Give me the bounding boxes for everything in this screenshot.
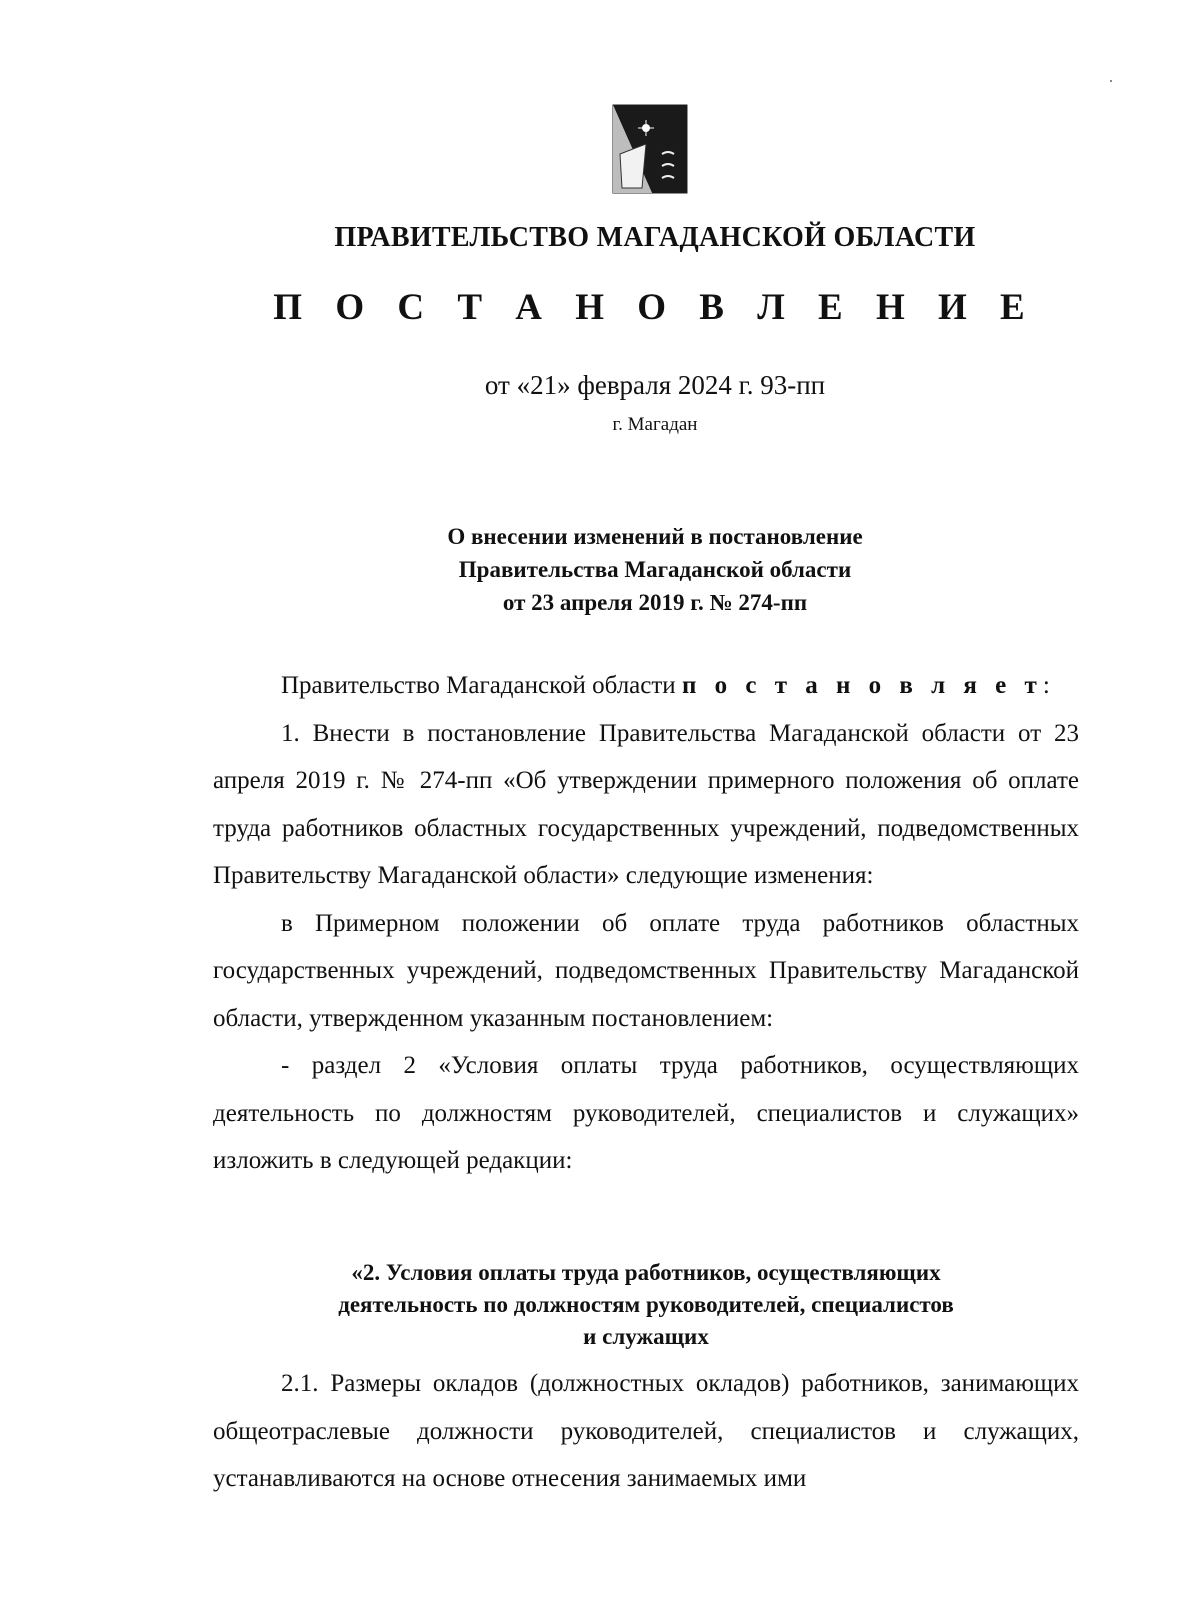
- paragraph-3: - раздел 2 «Условия оплаты труда работников, осуществляющих деятельность по должностям руководителей, специалистов и служащих» изложить в следующей редакции:: [213, 1052, 1079, 1174]
- paragraph-4: 2.1. Размеры окладов (должностных окладов) работников, занимающих общеотраслевые должности руководителей, специалистов и служащих, устанавливаются на основе отнесения занимаемых ими: [213, 1370, 1079, 1492]
- preamble: [213, 662, 1079, 710]
- paragraph-1: 1. Внести в постановление Правительства Магаданской области от 23 апреля 2019 г. № 274-пп «Об утверждении примерного положения об оплате труда работников областных государственных учреждений, подведомственных Правительству Магаданской области» следующие изменения:: [213, 719, 1079, 889]
- preamble-text: Правительство Магаданской области: [281, 672, 676, 699]
- section-title-line: «2. Условия оплаты труда работников, осуществляющих: [351, 1260, 941, 1285]
- section-title: [213, 1257, 1079, 1353]
- section-title-line: деятельность по должностям руководителей, специалистов: [338, 1292, 954, 1317]
- subject-line: от 23 апреля 2019 г. № 274-пп: [502, 590, 808, 615]
- city: г. Магадан: [612, 414, 698, 435]
- body-text: [213, 662, 1079, 1185]
- section-title-line: и служащих: [583, 1324, 709, 1349]
- document-type: П О С Т А Н О В Л Е Н И Е: [273, 287, 1037, 328]
- body-text-continued: [213, 1360, 1079, 1503]
- government-title: ПРАВИТЕЛЬСТВО МАГАДАНСКОЙ ОБЛАСТИ: [334, 222, 976, 253]
- paragraph-2: в Примерном положении об оплате труда работников областных государственных учреждений, подведомственных Правительству Магаданской области, утвержденном указанным постановлением:: [213, 909, 1079, 1032]
- preamble-end: :: [1042, 672, 1050, 699]
- preamble-verb: п о с т а н о в л я е т: [681, 672, 1043, 699]
- subject-line: Правительства Магаданской области: [458, 557, 852, 582]
- scan-dot: [1110, 80, 1112, 82]
- subject-line: О внесении изменений в постановление: [447, 524, 863, 549]
- date-number: от «21» февраля 2024 г. 93-пп: [484, 370, 826, 400]
- coat-of-arms-emblem: [612, 104, 688, 194]
- document-subject: [0, 520, 1200, 619]
